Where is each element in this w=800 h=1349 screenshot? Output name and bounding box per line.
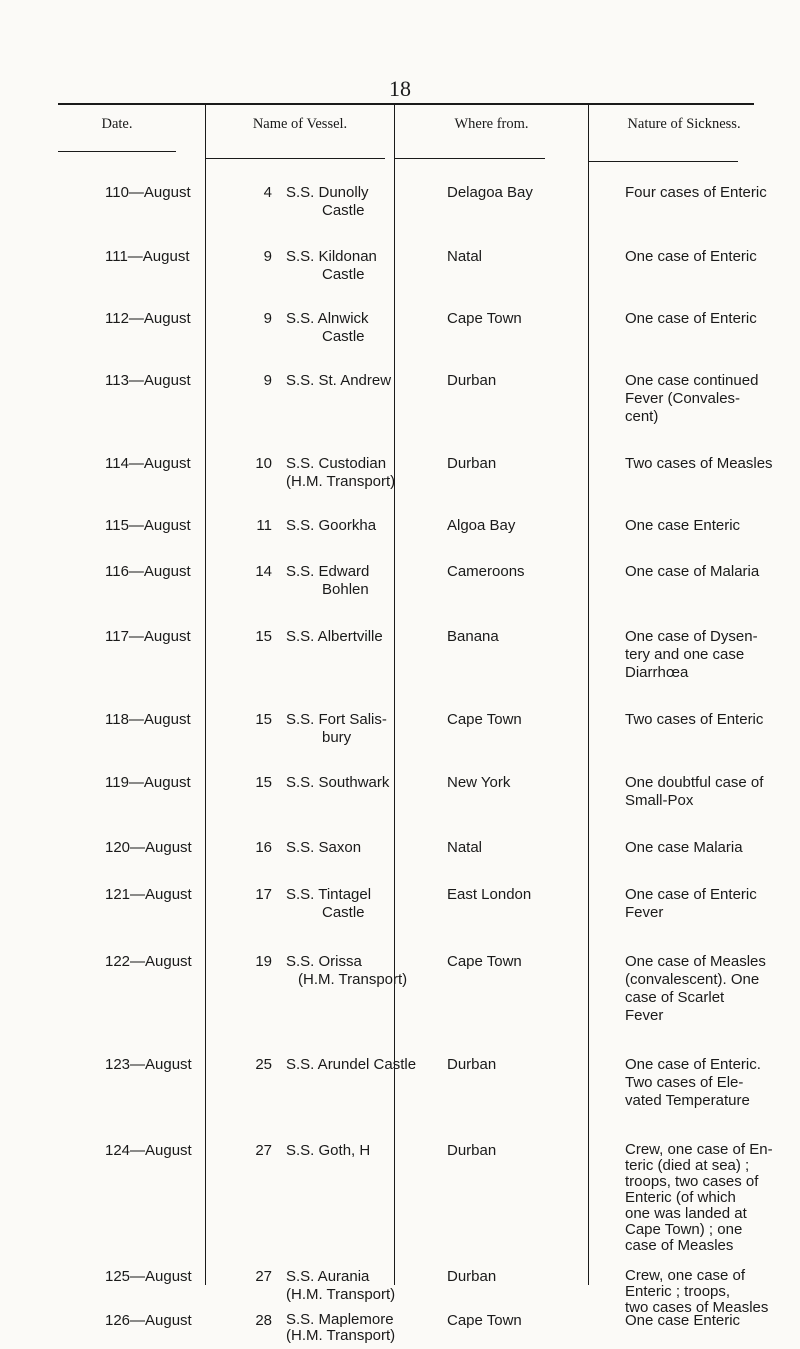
row-nature bbox=[625, 886, 795, 922]
row-date: 121—August bbox=[105, 886, 192, 903]
vessel-line: (H.M. Transport) bbox=[286, 1327, 396, 1344]
table-top-rule bbox=[58, 103, 754, 105]
row-vessel bbox=[286, 1056, 420, 1074]
row-from: Durban bbox=[447, 455, 497, 472]
nature-header-rule bbox=[588, 161, 738, 162]
row-nature bbox=[625, 248, 795, 266]
vessel-line: (H.M. Transport) bbox=[286, 1286, 396, 1303]
row-nature bbox=[625, 455, 795, 473]
nature-line: one was landed at bbox=[625, 1205, 747, 1222]
vessel-line: S.S. Saxon bbox=[286, 839, 362, 856]
row-from: Durban bbox=[447, 372, 497, 389]
row-from: Cape Town bbox=[447, 310, 522, 327]
nature-line: teric (died at sea) ; bbox=[625, 1157, 750, 1174]
nature-line: Fever bbox=[625, 904, 664, 921]
row-day: 14 bbox=[255, 563, 272, 580]
row-from: Natal bbox=[447, 248, 483, 265]
row-day: 9 bbox=[263, 310, 272, 327]
row-vessel bbox=[286, 310, 420, 346]
vessel-line: S.S. Goth, H bbox=[286, 1142, 371, 1159]
nature-line: Fever bbox=[625, 1007, 664, 1024]
row-from: East London bbox=[447, 886, 532, 903]
row-date: 124—August bbox=[105, 1142, 192, 1159]
row-nature bbox=[625, 184, 795, 202]
row-day: 19 bbox=[255, 953, 272, 970]
nature-line: case of Scarlet bbox=[625, 989, 725, 1006]
row-day: 9 bbox=[263, 248, 272, 265]
nature-line: cent) bbox=[625, 408, 659, 425]
vessel-line: S.S. Alnwick bbox=[286, 310, 369, 327]
row-vessel bbox=[286, 628, 420, 646]
row-nature bbox=[625, 1312, 795, 1330]
row-date: 122—August bbox=[105, 953, 192, 970]
nature-line: Crew, one case of En- bbox=[625, 1141, 773, 1158]
row-vessel bbox=[286, 248, 420, 284]
row-from: Cape Town bbox=[447, 711, 522, 728]
vessel-line: S.S. Aurania bbox=[286, 1268, 370, 1285]
row-from: Cape Town bbox=[447, 953, 522, 970]
row-nature bbox=[625, 839, 795, 857]
row-nature bbox=[625, 711, 795, 729]
nature-line: Two cases of Enteric bbox=[625, 711, 764, 728]
row-date: 119—August bbox=[105, 774, 191, 791]
vessel-line: S.S. Maplemore bbox=[286, 1311, 394, 1328]
nature-line: Two cases of Ele- bbox=[625, 1074, 744, 1091]
row-from: Durban bbox=[447, 1056, 497, 1073]
nature-line: One case of Enteric bbox=[625, 248, 757, 265]
vessel-line: Castle bbox=[322, 266, 365, 283]
nature-line: One case of Enteric bbox=[625, 310, 757, 327]
vessel-line: Castle bbox=[322, 202, 365, 219]
nature-line: tery and one case bbox=[625, 646, 745, 663]
vessel-line: S.S. Albertville bbox=[286, 628, 383, 645]
vessel-line: S.S. Dunolly bbox=[286, 184, 369, 201]
vessel-line: S.S. Custodian bbox=[286, 455, 387, 472]
row-day: 15 bbox=[255, 711, 272, 728]
page-number: 18 bbox=[389, 76, 411, 101]
row-day: 25 bbox=[255, 1056, 272, 1073]
row-date: 112—August bbox=[105, 310, 191, 327]
row-from: Algoa Bay bbox=[447, 517, 516, 534]
row-date: 120—August bbox=[105, 839, 192, 856]
row-vessel bbox=[286, 774, 420, 792]
header-from: Where from. bbox=[454, 116, 529, 132]
row-nature bbox=[625, 1268, 795, 1316]
row-nature bbox=[625, 310, 795, 328]
nature-line: One case Malaria bbox=[625, 839, 743, 856]
nature-line: One case Enteric bbox=[625, 517, 741, 534]
row-day: 9 bbox=[263, 372, 272, 389]
nature-line: Enteric (of which bbox=[625, 1189, 736, 1206]
row-nature bbox=[625, 517, 795, 535]
row-vessel bbox=[286, 953, 420, 989]
row-from: Durban bbox=[447, 1142, 497, 1159]
nature-line: Enteric ; troops, bbox=[625, 1283, 731, 1300]
vessel-line: S.S. Orissa bbox=[286, 953, 362, 970]
row-day: 28 bbox=[255, 1312, 272, 1329]
nature-line: One case of Enteric. bbox=[625, 1056, 761, 1073]
row-date: 126—August bbox=[105, 1312, 192, 1329]
nature-line: One case of Measles bbox=[625, 953, 766, 970]
row-vessel bbox=[286, 711, 420, 747]
nature-line: vated Temperature bbox=[625, 1092, 750, 1109]
nature-line: One case of Dysen- bbox=[625, 628, 758, 645]
row-vessel bbox=[286, 1268, 420, 1304]
row-nature bbox=[625, 1056, 795, 1110]
vessel-line: (H.M. Transport) bbox=[298, 971, 408, 988]
row-date: 113—August bbox=[105, 372, 191, 389]
row-vessel bbox=[286, 839, 420, 857]
from-header-rule bbox=[395, 158, 545, 159]
row-date: 118—August bbox=[105, 711, 191, 728]
vessel-line: S.S. Southwark bbox=[286, 774, 390, 791]
header-date: Date. bbox=[101, 116, 133, 132]
row-date: 115—August bbox=[105, 517, 191, 534]
nature-line: One case of Enteric bbox=[625, 886, 757, 903]
row-from: Cape Town bbox=[447, 1312, 522, 1329]
row-day: 27 bbox=[255, 1142, 272, 1159]
row-vessel bbox=[286, 1142, 420, 1160]
vessel-line: bury bbox=[322, 729, 352, 746]
row-day: 11 bbox=[256, 517, 272, 534]
nature-line: two cases of Measles bbox=[625, 1299, 769, 1316]
vessel-line: Castle bbox=[322, 904, 365, 921]
row-nature bbox=[625, 372, 795, 426]
header-nature: Nature of Sickness. bbox=[627, 116, 741, 132]
row-day: 4 bbox=[263, 184, 272, 201]
vessel-line: S.S. Goorkha bbox=[286, 517, 377, 534]
nature-line: troops, two cases of bbox=[625, 1173, 759, 1190]
row-vessel bbox=[286, 184, 420, 220]
nature-line: Cape Town) ; one bbox=[625, 1221, 743, 1238]
nature-line: Fever (Convales- bbox=[625, 390, 741, 407]
row-vessel bbox=[286, 563, 420, 599]
row-day: 15 bbox=[255, 774, 272, 791]
vessel-line: S.S. Arundel Castle bbox=[286, 1056, 417, 1073]
row-vessel bbox=[286, 886, 420, 922]
nature-line: Four cases of Enteric bbox=[625, 184, 767, 201]
row-date: 114—August bbox=[105, 455, 191, 472]
row-day: 17 bbox=[255, 886, 272, 903]
row-vessel bbox=[286, 1312, 420, 1344]
nature-line: case of Measles bbox=[625, 1237, 734, 1254]
nature-line: One case of Malaria bbox=[625, 563, 760, 580]
row-from: Durban bbox=[447, 1268, 497, 1285]
date-header-rule bbox=[58, 151, 176, 152]
row-from: Natal bbox=[447, 839, 483, 856]
row-vessel bbox=[286, 455, 420, 491]
row-date: 123—August bbox=[105, 1056, 192, 1073]
row-nature bbox=[625, 1142, 795, 1254]
row-date: 110—August bbox=[105, 184, 191, 201]
vessel-line: S.S. Kildonan bbox=[286, 248, 377, 265]
column-divider-3 bbox=[588, 103, 589, 1285]
row-from: Delagoa Bay bbox=[447, 184, 533, 201]
nature-line: Small-Pox bbox=[625, 792, 694, 809]
nature-line: (convalescent). One bbox=[625, 971, 760, 988]
row-date: 125—August bbox=[105, 1268, 192, 1285]
vessel-line: S.S. St. Andrew bbox=[286, 372, 392, 389]
vessel-line: (H.M. Transport) bbox=[286, 473, 396, 490]
vessel-line: S.S. Fort Salis- bbox=[286, 711, 387, 728]
vessel-line: Bohlen bbox=[322, 581, 369, 598]
header-vessel: Name of Vessel. bbox=[252, 116, 348, 132]
row-from: Cameroons bbox=[447, 563, 525, 580]
row-day: 27 bbox=[255, 1268, 272, 1285]
row-day: 16 bbox=[255, 839, 272, 856]
row-day: 10 bbox=[255, 455, 272, 472]
row-date: 111—August bbox=[105, 248, 190, 265]
column-divider-1 bbox=[205, 103, 206, 1285]
vessel-line: Castle bbox=[322, 328, 365, 345]
row-day: 15 bbox=[255, 628, 272, 645]
nature-line: One doubtful case of bbox=[625, 774, 764, 791]
row-vessel bbox=[286, 372, 420, 390]
row-date: 116—August bbox=[105, 563, 191, 580]
row-nature bbox=[625, 563, 795, 581]
nature-line: Two cases of Measles bbox=[625, 455, 773, 472]
row-date: 117—August bbox=[105, 628, 191, 645]
vessel-line: S.S. Edward bbox=[286, 563, 370, 580]
vessel-line: S.S. Tintagel bbox=[286, 886, 372, 903]
row-nature bbox=[625, 774, 795, 810]
row-nature bbox=[625, 628, 795, 682]
vessel-header-rule bbox=[205, 158, 385, 159]
row-nature bbox=[625, 953, 795, 1025]
nature-line: One case Enteric bbox=[625, 1312, 741, 1329]
nature-line: One case continued bbox=[625, 372, 759, 389]
nature-line: Crew, one case of bbox=[625, 1267, 746, 1284]
row-from: New York bbox=[447, 774, 511, 791]
row-from: Banana bbox=[447, 628, 499, 645]
nature-line: Diarrhœa bbox=[625, 664, 689, 681]
row-vessel bbox=[286, 517, 420, 535]
